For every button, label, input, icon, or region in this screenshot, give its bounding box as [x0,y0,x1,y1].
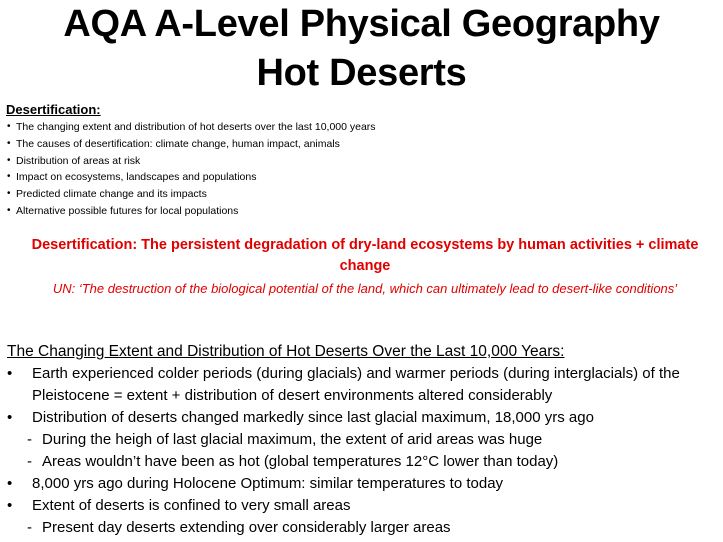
list-item: • The causes of desertification: climate change, human impact, animals [6,136,716,153]
definition-block [20,235,710,298]
list-item: • Distribution of deserts changed markedly since last glacial maximum, 18,000 yrs ago [7,407,717,429]
sub-list-item: - Areas wouldn’t have been as hot (global temperatures 12°C lower than today) [7,451,717,473]
list-item: • Alternative possible futures for local populations [6,203,716,220]
list-item: • The changing extent and distribution of hot deserts over the last 10,000 years [6,119,716,136]
un-definition-text: UN: ‘The destruction of the biological potential of the land, which can ultimately lead to desert-like conditions’ [52,281,678,296]
extent-list [7,363,717,539]
list-item: • Earth experienced colder periods (during glacials) and warmer periods (during interglacials) of the Pleistocene = extent + distribution of desert environments altered considerably [7,363,717,407]
list-item: • Predicted climate change and its impacts [6,186,716,203]
topics-heading: Desertification: [6,102,101,117]
sub-list-item: - During the heigh of last glacial maximum, the extent of arid areas was huge [7,429,717,451]
list-item: • Distribution of areas at risk [6,153,716,170]
topics-list [6,119,716,220]
definition-text: Desertification: The persistent degradation of dry-land ecosystems by human activities + climate change [31,237,699,274]
list-item: • 8,000 yrs ago during Holocene Optimum: similar temperatures to today [7,473,717,495]
topics-section [6,101,716,220]
page-subtitle: Hot Deserts [256,52,467,94]
list-item: • Extent of deserts is confined to very small areas [7,495,717,517]
list-item: • Impact on ecosystems, landscapes and populations [6,169,716,186]
extent-section [7,341,717,539]
page-title: AQA A-Level Physical Geography [63,3,660,45]
extent-heading: The Changing Extent and Distribution of Hot Deserts Over the Last 10,000 Years: [7,343,565,360]
sub-list-item: - Present day deserts extending over considerably larger areas [7,517,717,539]
